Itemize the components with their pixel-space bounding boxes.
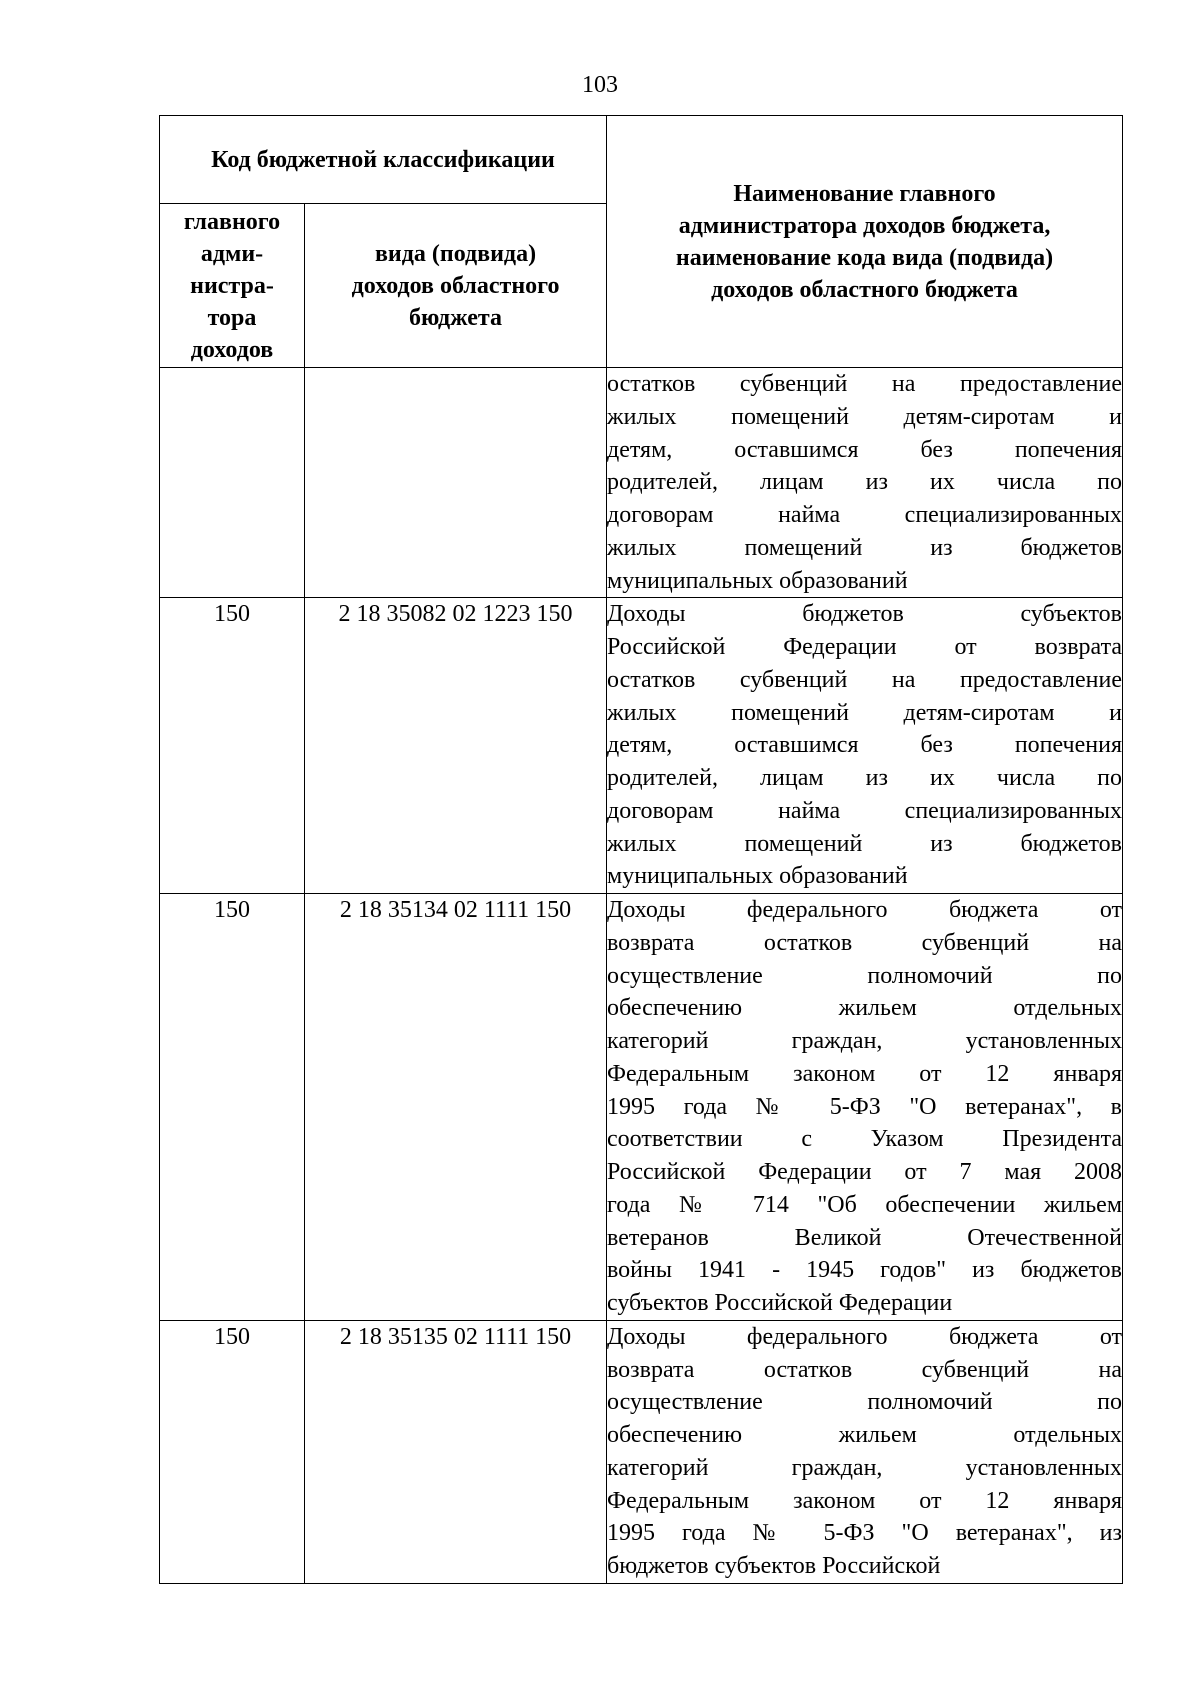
text-line: бюджета: [409, 304, 502, 331]
text-line: доходов областного: [351, 272, 560, 299]
name-text-line: жилых помещений детям-сиротам и: [607, 699, 1123, 726]
name-text-line: Федеральным законом от 12 января: [607, 1060, 1123, 1087]
text-line: тора: [207, 304, 257, 331]
text-line: доходов: [190, 336, 274, 363]
header-name-column: [607, 116, 1123, 368]
header-budget-classification-code: Код бюджетной классификации: [160, 116, 607, 204]
revenue-name-cell: [607, 598, 1123, 894]
header-admin-column: [160, 204, 305, 368]
table-row: [160, 598, 1123, 894]
name-text-line: войны 1941 - 1945 годов" из бюджетов: [607, 1257, 1123, 1284]
name-text-line: договорам найма специализированных: [607, 502, 1123, 528]
name-text-line: жилых помещений из бюджетов: [607, 830, 1123, 857]
name-text-line: муниципальных образований: [607, 567, 908, 594]
revenue-name-cell: [607, 1320, 1123, 1583]
name-text-line: категорий граждан, установленных: [607, 1454, 1123, 1481]
revenue-code-cell: 2 18 35082 02 1223 150: [305, 598, 607, 894]
name-text-line: Доходы бюджетов субъектов: [607, 601, 1123, 628]
header-admin-text: [160, 206, 304, 366]
name-text-line: 1995 года № 5-ФЗ "О ветеранах", из: [607, 1520, 1123, 1547]
name-text-line: 1995 года № 5-ФЗ "О ветеранах", в: [607, 1093, 1123, 1120]
name-text-line: субъектов Российской Федерации: [607, 1290, 953, 1316]
name-text-line: ветеранов Великой Отечественной: [607, 1224, 1123, 1251]
name-text-line: бюджетов субъектов Российской: [607, 1553, 941, 1579]
name-text-line: обеспечению жильем отдельных: [607, 995, 1123, 1022]
name-text-line: остатков субвенций на предоставление: [607, 371, 1123, 397]
header-code-text: [305, 238, 606, 334]
page-number: 103: [582, 72, 618, 98]
name-text-line: Федеральным законом от 12 января: [607, 1487, 1123, 1514]
name-text-line: жилых помещений детям-сиротам и: [607, 403, 1123, 430]
admin-code-cell: 150: [160, 1320, 305, 1583]
header-name-text: [607, 178, 1122, 306]
name-text-line: соответствии с Указом Президента: [607, 1126, 1123, 1153]
admin-code-cell: 150: [160, 598, 305, 894]
name-text-line: Российской Федерации от 7 мая 2008: [607, 1159, 1123, 1185]
table-row: [160, 1320, 1123, 1583]
name-text-line: Российской Федерации от возврата: [607, 634, 1123, 660]
revenue-name-cell: [607, 368, 1123, 598]
table-row: [160, 368, 1123, 598]
name-text-line: Доходы федерального бюджета от: [607, 897, 1123, 923]
admin-code-cell: [160, 368, 305, 598]
name-text-line: осуществление полномочий по: [607, 1389, 1123, 1416]
text-line: администратора доходов бюджета,: [678, 212, 1051, 239]
name-text-line: детям, оставшимся без попечения: [607, 732, 1123, 759]
name-text-line: года № 714 "Об обеспечении жильем: [607, 1191, 1123, 1218]
budget-classification-table: [159, 115, 1123, 1584]
name-text-line: детям, оставшимся без попечения: [607, 436, 1123, 463]
text-line: доходов областного бюджета: [711, 276, 1018, 303]
name-text-line: родителей, лицам из их числа по: [607, 765, 1123, 791]
name-text-line: родителей, лицам из их числа по: [607, 469, 1123, 496]
text-line: нистра-: [190, 272, 274, 299]
table-row: [160, 894, 1123, 1321]
name-text-line: Доходы федерального бюджета от: [607, 1323, 1123, 1350]
text-line: Наименование главного: [733, 180, 996, 207]
text-line: адми-: [200, 240, 264, 267]
revenue-code-cell: [305, 368, 607, 598]
revenue-code-cell: 2 18 35134 02 1111 150: [305, 894, 607, 1321]
name-text-line: жилых помещений из бюджетов: [607, 534, 1123, 561]
admin-code-cell: 150: [160, 894, 305, 1321]
revenue-code-cell: 2 18 35135 02 1111 150: [305, 1320, 607, 1583]
name-text-line: остатков субвенций на предоставление: [607, 666, 1123, 693]
name-text-line: осуществление полномочий по: [607, 962, 1123, 989]
name-text-line: договорам найма специализированных: [607, 797, 1123, 824]
name-text-line: возврата остатков субвенций на: [607, 1356, 1123, 1383]
text-line: вида (подвида): [374, 240, 537, 267]
header-code-column: [305, 204, 607, 368]
name-text-line: обеспечению жильем отдельных: [607, 1422, 1123, 1448]
text-line: наименование кода вида (подвида): [675, 244, 1054, 271]
revenue-name-cell: [607, 894, 1123, 1321]
text-line: главного: [183, 208, 281, 235]
name-text-line: категорий граждан, установленных: [607, 1028, 1123, 1054]
name-text-line: муниципальных образований: [607, 863, 908, 890]
name-text-line: возврата остатков субвенций на: [607, 929, 1123, 956]
